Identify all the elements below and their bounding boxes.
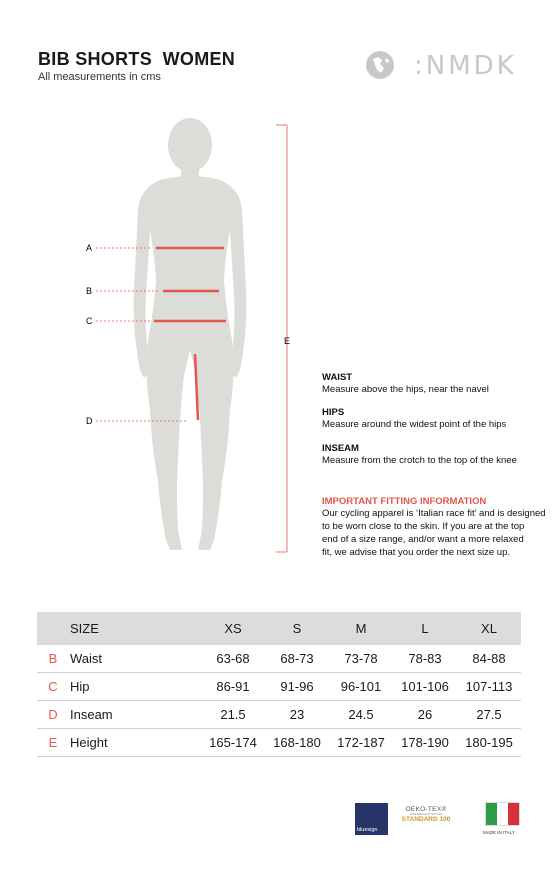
size-xs: XS (201, 612, 265, 645)
brand-logo (364, 48, 524, 84)
page-title: BIB SHORTS WOMEN (38, 49, 236, 69)
globe-icon (364, 48, 404, 84)
size-s: S (265, 612, 329, 645)
waist-text: Measure above the hips, near the navel (322, 384, 489, 395)
row-name: Inseam (69, 701, 201, 729)
oeko-tex-logo: OEKO-TEX® CONFIDENCE IN TEXTILES STANDARD 100 (401, 806, 451, 823)
table-row (37, 729, 521, 757)
waist-title: WAIST (322, 372, 353, 383)
fit-line: Our cycling apparel is ‘Italian race fit’ and is designed (322, 508, 546, 519)
row-value: 78-83 (393, 645, 457, 673)
row-value: 180-195 (457, 729, 521, 757)
row-value: 168-180 (265, 729, 329, 757)
hips-text: Measure around the widest point of the hips (322, 419, 507, 430)
row-value: 107-113 (457, 673, 521, 701)
row-value: 27.5 (457, 701, 521, 729)
label-d: D (86, 416, 93, 426)
size-header: SIZE (69, 612, 201, 645)
label-c: C (86, 316, 93, 326)
inseam-title: INSEAM (322, 443, 359, 454)
row-value: 26 (393, 701, 457, 729)
row-value: 73-78 (329, 645, 393, 673)
fit-body (322, 507, 547, 559)
page-subtitle: All measurements in cms (38, 71, 161, 83)
row-value: 63-68 (201, 645, 265, 673)
inseam-text: Measure from the crotch to the top of the knee (322, 455, 517, 466)
brand-name: :NMDK (414, 51, 517, 81)
fit-title: IMPORTANT FITTING INFORMATION (322, 496, 487, 507)
table-row (37, 645, 521, 673)
bluesign-logo (355, 803, 388, 835)
row-letter: B (37, 645, 69, 673)
size-xl: XL (457, 612, 521, 645)
row-letter: D (37, 701, 69, 729)
row-name: Hip (69, 673, 201, 701)
italy-flag-icon (485, 802, 520, 826)
label-e: E (284, 336, 291, 346)
certification-logos (355, 800, 525, 840)
size-m: M (329, 612, 393, 645)
table-row (37, 701, 521, 729)
label-a: A (86, 243, 93, 253)
silhouette (134, 118, 247, 550)
row-value: 96-101 (329, 673, 393, 701)
size-header-row (37, 612, 521, 645)
fit-line: to be worn close to the skin. If you are at the top (322, 521, 525, 532)
bluesign-text: bluesign (357, 827, 378, 833)
row-value: 172-187 (329, 729, 393, 757)
fit-line: end of a size range, and/or want a more relaxed (322, 534, 524, 545)
label-b: B (86, 286, 93, 296)
row-value: 178-190 (393, 729, 457, 757)
row-value: 84-88 (457, 645, 521, 673)
row-value: 24.5 (329, 701, 393, 729)
table-row (37, 673, 521, 701)
row-value: 86-91 (201, 673, 265, 701)
row-value: 21.5 (201, 701, 265, 729)
row-value: 101-106 (393, 673, 457, 701)
row-value: 23 (265, 701, 329, 729)
hips-title: HIPS (322, 407, 345, 418)
fit-line: fit, we advise that you order the next size up. (322, 547, 510, 558)
row-value: 165-174 (201, 729, 265, 757)
row-name: Height (69, 729, 201, 757)
size-l: L (393, 612, 457, 645)
row-letter: C (37, 673, 69, 701)
row-value: 68-73 (265, 645, 329, 673)
row-letter: E (37, 729, 69, 757)
size-table (37, 612, 521, 757)
row-name: Waist (69, 645, 201, 673)
row-value: 91-96 (265, 673, 329, 701)
made-in-italy-text: MADE IN ITALY (483, 830, 515, 835)
